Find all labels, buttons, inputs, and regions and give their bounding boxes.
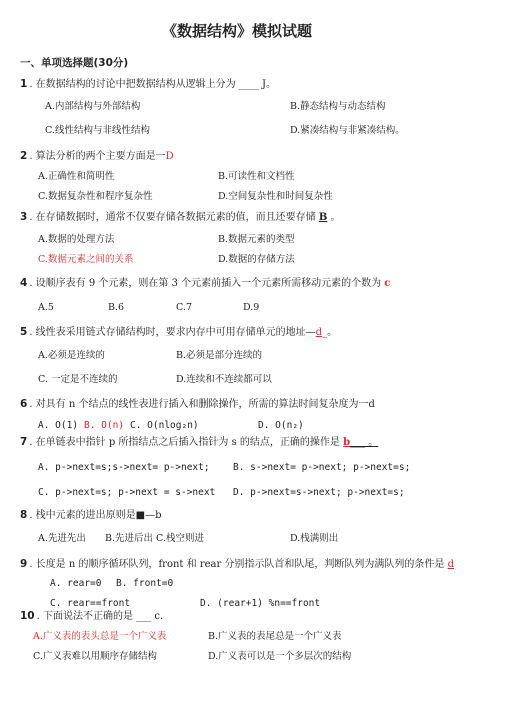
question-text: . 下面说法不正确的是 ___ c. [36, 611, 164, 622]
option-a: A.先进先出 [38, 533, 86, 544]
question-number: 5 [20, 326, 28, 338]
option-b: B.广义表的表尾总是一个广义表 [208, 631, 342, 642]
question-tail: _。 [322, 327, 338, 338]
option-a: A.正确性和简明性 [38, 171, 115, 182]
option-a: A.数据的处理方法 [38, 234, 115, 245]
option-a: A.内部结构与外部结构 [45, 101, 141, 112]
option-a: A. rear=0 [50, 578, 102, 589]
question-tail: 。 [327, 212, 341, 223]
option-b: B. O(n) [84, 420, 125, 431]
question-text: . 在存储数据时，通常不仅要存储各数据元素的值，而且还要存储 [29, 212, 319, 223]
option-a: A.广义表的表头总是一个广义表 [33, 631, 167, 642]
question-number: 1 [20, 78, 28, 90]
option-c: C. rear==front [50, 598, 131, 609]
question-tail: ___ 。 [350, 437, 379, 448]
question-number: 2 [20, 150, 28, 162]
option-b: B.可读性和文档性 [218, 171, 295, 182]
option-c: C. O(nlog₂n) [130, 420, 199, 431]
question-number: 8 [20, 509, 28, 521]
question-number: 3 [20, 211, 28, 223]
option-b: B.静态结构与动态结构 [290, 101, 386, 112]
question-number: 10 [20, 610, 35, 622]
question-text: . 栈中元素的进出原则是■—b [29, 510, 162, 521]
option-b: B. front=0 [116, 578, 174, 589]
question-3 [20, 211, 341, 224]
question-2 [20, 150, 174, 163]
option-a: A.必须是连续的 [38, 350, 105, 361]
answer: c [384, 278, 391, 289]
option-a: A.5 [38, 302, 54, 313]
answer: D [165, 151, 174, 162]
question-5 [20, 326, 337, 339]
option-d: D.9 [243, 302, 260, 313]
question-number: 4 [20, 277, 28, 289]
option-c: C.7 [176, 302, 192, 313]
option-b: B.先进后出 C.栈空则进 [105, 533, 204, 544]
answer: b [343, 437, 351, 448]
option-d: D.紧凑结构与非紧凑结构。 [290, 125, 405, 136]
question-1 [20, 78, 276, 91]
question-4 [20, 277, 390, 290]
question-8 [20, 509, 162, 522]
page-title: 《数据结构》模拟试题 [162, 22, 313, 40]
option-d: D.数据的存储方法 [218, 254, 295, 265]
option-d: D.连续和不连续都可以 [176, 374, 272, 385]
question-text: . 设顺序表有 9 个元素，则在第 3 个元素前插入一个元素所需移动元素的个数为 [29, 278, 385, 289]
question-text: . 对具有 n 个结点的线性表进行插入和删除操作，所需的算法时间复杂度为一d [29, 399, 375, 410]
option-d: D.空间复杂性和时间复杂性 [218, 191, 333, 202]
question-number: 6 [20, 398, 28, 410]
question-text: . 在单链表中指针 p 所指结点之后插入指针为 s 的结点，正确的操作是 [29, 437, 344, 448]
option-b: B.6 [108, 302, 125, 313]
option-b: B.数据元素的类型 [218, 234, 295, 245]
question-10 [20, 610, 163, 623]
section-heading: 一、单项选择题(30分) [20, 57, 129, 69]
option-c: C. p->next=s; p->next = s->next [38, 487, 216, 498]
option-d: D. p->next=s->next; p->next=s; [233, 487, 405, 498]
question-7 [20, 436, 378, 449]
option-d: D. (rear+1) %n==front [200, 598, 321, 609]
option-c: C.线性结构与非线性结构 [45, 125, 150, 136]
option-c: C.数据元素之间的关系 [38, 254, 134, 265]
question-9 [20, 558, 454, 571]
question-6 [20, 398, 375, 411]
option-c: C. 一定是不连续的 [38, 374, 118, 385]
option-b: B.必须是部分连续的 [176, 350, 263, 361]
question-text: . 线性表采用链式存储结构时，要求内存中可用存储单元的地址— [29, 327, 316, 338]
question-text: . 在数据结构的讨论中把数据结构从逻辑上分为 ____ J。 [29, 79, 277, 90]
option-a: A. O(1) [38, 420, 79, 431]
option-d: D.广义表可以是一个多层次的结构 [208, 651, 352, 662]
question-text: . 算法分析的两个主要方面是一 [29, 151, 166, 162]
option-d: D. O(n₂) [258, 420, 304, 431]
question-text: . 长度是 n 的顺序循环队列，front 和 rear 分别指示队首和队尾，判断队列为满队列的条件是 [29, 559, 448, 570]
question-number: 7 [20, 436, 28, 448]
question-number: 9 [20, 558, 28, 570]
option-c: C.广义表难以用顺序存储结构 [33, 651, 157, 662]
option-d: D.栈满则出 [290, 533, 339, 544]
answer: B [318, 212, 328, 223]
option-b: B. s->next= p->next; p->next=s; [233, 462, 411, 473]
answer: d [447, 559, 454, 570]
option-a: A. p->next=s;s->next= p->next; [38, 462, 210, 473]
option-c: C.数据复杂性和程序复杂性 [38, 191, 153, 202]
answer: d [315, 327, 323, 338]
